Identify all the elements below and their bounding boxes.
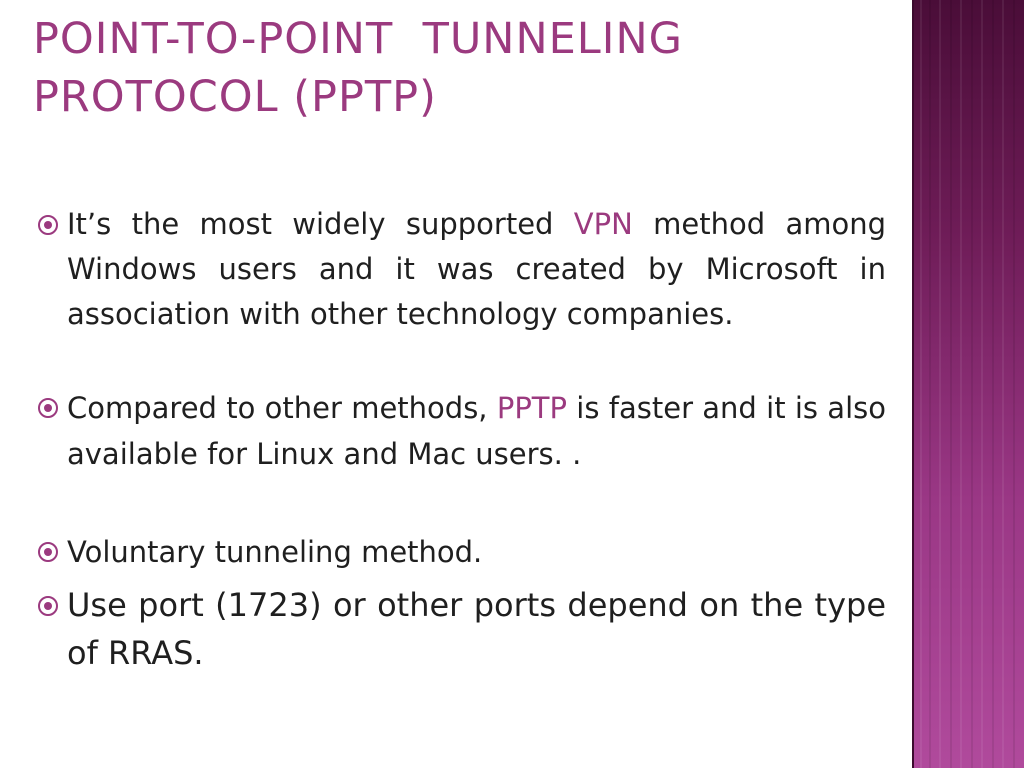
bullet-list [36,202,886,677]
title-line-1: POINT-TO-POINT TUNNELING [33,14,683,64]
bullet-text: Compared to other methods, PPTP is faster and it is also available for Linux and Mac users. . [67,391,886,471]
highlight-term-vpn: VPN [573,207,633,241]
title-line-2: PROTOCOL (PPTP) [33,72,437,122]
bullet-item-vpn-support [36,202,886,337]
decorative-side-bar [912,0,1024,768]
bullet-item-voluntary-tunneling [36,529,886,575]
bullet-text: Voluntary tunneling method. [67,535,483,569]
circle-dot-bullet-icon [38,542,58,562]
bullet-text: Use port (1723) or other ports depend on the type of RRAS. [67,586,886,672]
bullet-item-pptp-speed [36,385,886,477]
bullet-item-port [36,581,886,677]
slide-title [33,10,893,126]
circle-dot-bullet-icon [38,215,58,235]
highlight-term-pptp: PPTP [496,391,568,425]
bullet-text: It’s the most widely supported VPN method among Windows users and it was created by Microsoft in association with other technology companies. [67,207,887,331]
circle-dot-bullet-icon [38,398,58,418]
side-bar-edge [912,0,914,768]
circle-dot-bullet-icon [38,596,58,616]
